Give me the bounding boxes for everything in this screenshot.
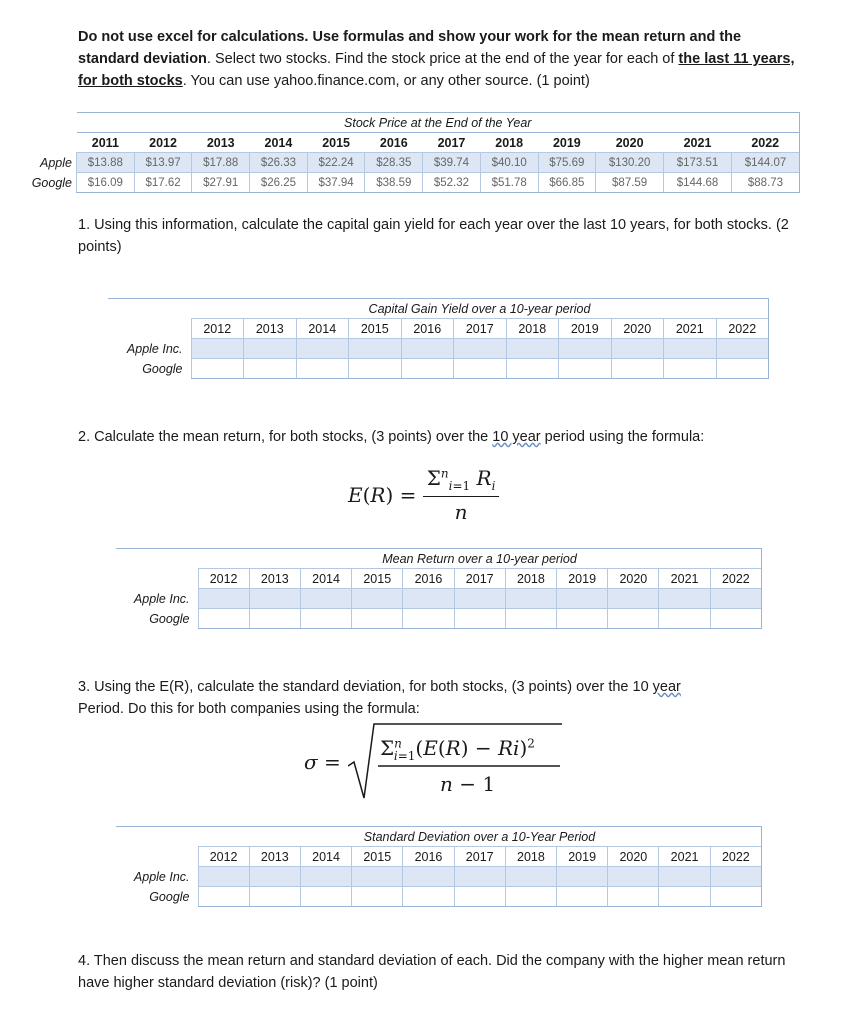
q1-row-google <box>108 359 769 379</box>
q3-year-2014: 2014 <box>300 847 351 867</box>
q1-year-2018: 2018 <box>506 319 559 339</box>
q3-year-2015: 2015 <box>352 847 403 867</box>
intro-text-a: . Select two stocks. Find the stock price at the end of the year for each of <box>206 51 679 67</box>
answer-cell[interactable] <box>608 867 659 887</box>
stock-price-cell: $16.09 <box>77 173 135 193</box>
answer-cell[interactable] <box>710 887 761 907</box>
answer-cell[interactable] <box>454 887 505 907</box>
answer-cell[interactable] <box>403 609 454 629</box>
stock-table-row-google <box>18 173 800 193</box>
answer-cell[interactable] <box>198 609 249 629</box>
answer-cell[interactable] <box>401 359 454 379</box>
question-1-text: 1. Using this information, calculate the capital gain yield for each year over the last 10 years, for both stocks. (2 points) <box>78 217 789 255</box>
stock-year-2012: 2012 <box>134 133 192 153</box>
q2-underlined: 10 year <box>492 429 541 445</box>
answer-cell[interactable] <box>244 359 297 379</box>
answer-cell[interactable] <box>716 339 769 359</box>
answer-cell[interactable] <box>716 359 769 379</box>
stock-year-2021: 2021 <box>664 133 732 153</box>
answer-cell[interactable] <box>198 589 249 609</box>
intro-underlined: the last 11 years, for both stocks <box>78 51 795 89</box>
q3-year-2022: 2022 <box>710 847 761 867</box>
answer-cell[interactable] <box>296 359 349 379</box>
answer-cell[interactable] <box>249 887 300 907</box>
answer-cell[interactable] <box>710 589 761 609</box>
question-2-text <box>78 426 798 448</box>
answer-cell[interactable] <box>611 339 664 359</box>
q2-year-2016: 2016 <box>403 569 454 589</box>
answer-cell[interactable] <box>454 339 507 359</box>
q2-year-2017: 2017 <box>454 569 505 589</box>
answer-cell[interactable] <box>249 589 300 609</box>
q1-year-2016: 2016 <box>401 319 454 339</box>
capital-gain-yield-caption: Capital Gain Yield over a 10-year period <box>191 299 769 319</box>
stock-price-cell: $87.59 <box>596 173 664 193</box>
answer-cell[interactable] <box>198 867 249 887</box>
q1-year-2017: 2017 <box>454 319 507 339</box>
answer-cell[interactable] <box>300 887 351 907</box>
stock-year-2015: 2015 <box>307 133 365 153</box>
intro-paragraph <box>78 26 798 92</box>
answer-cell[interactable] <box>352 609 403 629</box>
answer-cell[interactable] <box>664 359 717 379</box>
q3-year-2018: 2018 <box>505 847 556 867</box>
q1-year-row <box>108 319 769 339</box>
q3-year-2019: 2019 <box>557 847 608 867</box>
q3-row-apple <box>116 867 762 887</box>
stock-price-cell: $17.88 <box>192 153 250 173</box>
answer-cell[interactable] <box>198 887 249 907</box>
stock-price-cell: $26.25 <box>250 173 308 193</box>
q3-year-2020: 2020 <box>608 847 659 867</box>
q1-year-2019: 2019 <box>559 319 612 339</box>
q1-year-2015: 2015 <box>349 319 402 339</box>
q1-year-2013: 2013 <box>244 319 297 339</box>
answer-cell[interactable] <box>349 359 402 379</box>
q3-year-2012: 2012 <box>198 847 249 867</box>
stock-price-cell: $144.07 <box>731 153 799 173</box>
stock-price-cell: $173.51 <box>664 153 732 173</box>
q1-year-2020: 2020 <box>611 319 664 339</box>
stock-year-2014: 2014 <box>250 133 308 153</box>
stock-price-cell: $26.33 <box>250 153 308 173</box>
answer-cell[interactable] <box>296 339 349 359</box>
answer-cell[interactable] <box>505 609 556 629</box>
stock-year-2022: 2022 <box>731 133 799 153</box>
answer-cell[interactable] <box>608 589 659 609</box>
q3-text-b: Period. Do this for both companies using the formula: <box>78 701 420 717</box>
answer-cell[interactable] <box>659 887 710 907</box>
answer-cell[interactable] <box>191 359 244 379</box>
stock-price-cell: $39.74 <box>423 153 481 173</box>
q2-year-2020: 2020 <box>608 569 659 589</box>
stock-price-cell: $66.85 <box>538 173 596 193</box>
q3-label-google: Google <box>149 889 190 904</box>
answer-cell[interactable] <box>505 867 556 887</box>
answer-cell[interactable] <box>352 589 403 609</box>
stock-price-cell: $52.32 <box>423 173 481 193</box>
answer-cell[interactable] <box>659 867 710 887</box>
row-label-google: Google <box>31 175 72 190</box>
intro-text-b: . You can use yahoo.finance.com, or any other source. (1 point) <box>182 73 590 89</box>
answer-cell[interactable] <box>710 609 761 629</box>
answer-cell[interactable] <box>557 609 608 629</box>
answer-cell[interactable] <box>659 609 710 629</box>
answer-cell[interactable] <box>249 609 300 629</box>
answer-cell[interactable] <box>352 887 403 907</box>
answer-cell[interactable] <box>557 589 608 609</box>
q2-year-2021: 2021 <box>659 569 710 589</box>
answer-cell[interactable] <box>454 589 505 609</box>
intro-bold-instructions: Do not use excel for calculations. Use formulas and show your work for the mean return and the standard deviation <box>78 29 742 67</box>
answer-cell[interactable] <box>608 887 659 907</box>
stock-year-2011: 2011 <box>77 133 135 153</box>
stock-price-cell: $17.62 <box>134 173 192 193</box>
mean-return-caption: Mean Return over a 10-year period <box>198 549 762 569</box>
q1-year-2014: 2014 <box>296 319 349 339</box>
q2-year-2015: 2015 <box>352 569 403 589</box>
capital-gain-yield-table <box>108 298 769 379</box>
q1-year-2012: 2012 <box>191 319 244 339</box>
q3-year-2021: 2021 <box>659 847 710 867</box>
stock-year-2017: 2017 <box>423 133 481 153</box>
q3-text-a: 3. Using the E(R), calculate the standard deviation, for both stocks, (3 points) over the 10 <box>78 679 653 695</box>
q2-label-apple: Apple Inc. <box>133 591 190 606</box>
mean-return-table <box>116 548 762 629</box>
q2-row-apple <box>116 589 762 609</box>
stock-price-cell: $27.91 <box>192 173 250 193</box>
answer-cell[interactable] <box>249 867 300 887</box>
answer-cell[interactable] <box>659 589 710 609</box>
q2-year-2022: 2022 <box>710 569 761 589</box>
q2-label-google: Google <box>149 611 190 626</box>
answer-cell[interactable] <box>454 867 505 887</box>
stock-price-cell: $13.97 <box>134 153 192 173</box>
answer-cell[interactable] <box>403 589 454 609</box>
stock-price-cell: $88.73 <box>731 173 799 193</box>
question-4-text: 4. Then discuss the mean return and standard deviation of each. Did the company with the higher mean return have higher standard deviation (risk)? (1 point) <box>78 953 786 991</box>
answer-cell[interactable] <box>454 609 505 629</box>
stock-year-2013: 2013 <box>192 133 250 153</box>
q3-underlined: year <box>652 679 681 695</box>
stock-year-2018: 2018 <box>480 133 538 153</box>
q3-year-row <box>116 847 762 867</box>
answer-cell[interactable] <box>506 339 559 359</box>
stock-price-cell: $22.24 <box>307 153 365 173</box>
stock-price-cell: $130.20 <box>596 153 664 173</box>
q1-row-apple <box>108 339 769 359</box>
row-label-apple: Apple <box>40 155 72 170</box>
q2-year-2018: 2018 <box>505 569 556 589</box>
q1-year-2021: 2021 <box>664 319 717 339</box>
answer-cell[interactable] <box>559 339 612 359</box>
q3-year-2016: 2016 <box>403 847 454 867</box>
answer-cell[interactable] <box>349 339 402 359</box>
q2-year-row <box>116 569 762 589</box>
q1-label-apple: Apple Inc. <box>126 341 183 356</box>
answer-cell[interactable] <box>191 339 244 359</box>
stock-table-row-apple <box>18 153 800 173</box>
answer-cell[interactable] <box>454 359 507 379</box>
q2-row-google <box>116 609 762 629</box>
stock-year-2019: 2019 <box>538 133 596 153</box>
answer-cell[interactable] <box>557 867 608 887</box>
answer-cell[interactable] <box>559 359 612 379</box>
stock-price-cell: $40.10 <box>480 153 538 173</box>
answer-cell[interactable] <box>403 867 454 887</box>
stock-year-2016: 2016 <box>365 133 423 153</box>
std-dev-caption: Standard Deviation over a 10-Year Period <box>198 827 762 847</box>
answer-cell[interactable] <box>505 887 556 907</box>
answer-cell[interactable] <box>611 359 664 379</box>
answer-cell[interactable] <box>506 359 559 379</box>
std-dev-formula: σ = $\Sigma^n_{i=1}(E(R) - Ri)^2$ n − 1 <box>304 722 574 802</box>
q3-row-google <box>116 887 762 907</box>
q3-label-apple: Apple Inc. <box>133 869 190 884</box>
answer-cell[interactable] <box>244 339 297 359</box>
answer-cell[interactable] <box>401 339 454 359</box>
answer-cell[interactable] <box>300 867 351 887</box>
answer-cell[interactable] <box>300 609 351 629</box>
stock-price-table <box>18 112 800 193</box>
q2-text-a: 2. Calculate the mean return, for both stocks, (3 points) over the <box>78 429 493 445</box>
question-3-text <box>78 676 798 720</box>
q2-year-2012: 2012 <box>198 569 249 589</box>
stock-price-cell: $51.78 <box>480 173 538 193</box>
stock-price-cell: $37.94 <box>307 173 365 193</box>
answer-cell[interactable] <box>505 589 556 609</box>
std-dev-table <box>116 826 762 907</box>
answer-cell[interactable] <box>300 589 351 609</box>
q3-year-2017: 2017 <box>454 847 505 867</box>
stock-price-cell: $144.68 <box>664 173 732 193</box>
q1-year-2022: 2022 <box>716 319 769 339</box>
stock-price-cell: $38.59 <box>365 173 423 193</box>
answer-cell[interactable] <box>352 867 403 887</box>
q2-year-2019: 2019 <box>557 569 608 589</box>
stock-price-cell: $28.35 <box>365 153 423 173</box>
answer-cell[interactable] <box>557 887 608 907</box>
q2-year-2013: 2013 <box>249 569 300 589</box>
answer-cell[interactable] <box>710 867 761 887</box>
stock-table-caption: Stock Price at the End of the Year <box>77 113 800 133</box>
stock-year-2020: 2020 <box>596 133 664 153</box>
q2-text-b: period using the formula: <box>540 429 705 445</box>
stock-price-cell: $75.69 <box>538 153 596 173</box>
q2-year-2014: 2014 <box>300 569 351 589</box>
q3-year-2013: 2013 <box>249 847 300 867</box>
answer-cell[interactable] <box>403 887 454 907</box>
stock-price-cell: $13.88 <box>77 153 135 173</box>
answer-cell[interactable] <box>664 339 717 359</box>
answer-cell[interactable] <box>608 609 659 629</box>
q1-label-google: Google <box>142 361 183 376</box>
stock-table-year-row <box>18 133 800 153</box>
mean-return-formula: E(R) = $\frac{\Sigma^n_{i=1} R_i}{n}$ <box>348 466 499 524</box>
